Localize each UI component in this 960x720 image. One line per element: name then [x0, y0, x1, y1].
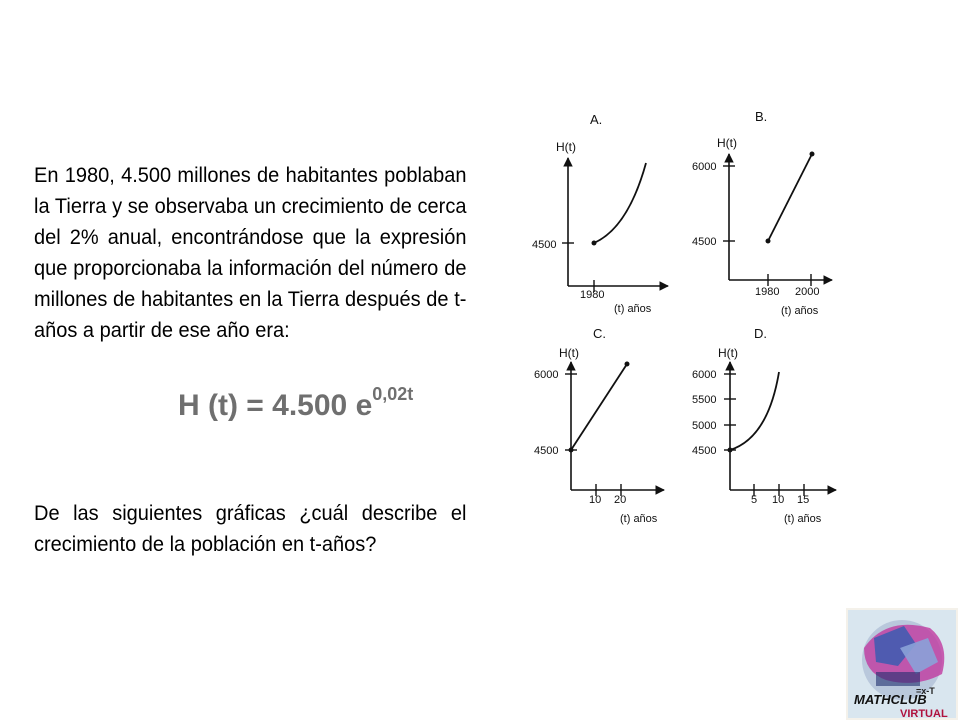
- graph-c-y-tick-label-4500: 4500: [534, 445, 559, 457]
- graph-c-y-tick-label-6000: 6000: [534, 369, 559, 381]
- formula-base: H (t) = 4.500 e: [178, 389, 373, 422]
- graph-b-point-2000: [810, 152, 815, 157]
- mathclub-logo-icon: [846, 608, 958, 720]
- graph-b-y-tick-label-6000: 6000: [692, 161, 717, 173]
- graph-b-point-1980: [766, 239, 771, 244]
- graph-b-title: B.: [755, 109, 768, 124]
- graph-d-start-point: [728, 448, 733, 453]
- graph-d-y-tick-label-6000: 6000: [692, 369, 717, 381]
- problem-statement: En 1980, 4.500 millones de habitantes poblaban la Tierra y se observaba un crecimiento de cerca del 2% anual, encontrándose que la expresión que proporcionaba la información del número de millones de habitantes en la Tierra después de t-años a partir de ese año era:: [34, 163, 467, 342]
- graph-a-xlabel: (t) años: [614, 303, 652, 315]
- graph-b-xlabel: (t) años: [781, 305, 819, 317]
- graph-b-x-tick-label-2000: 2000: [795, 286, 820, 298]
- graph-a: [532, 112, 668, 315]
- graph-b: [692, 109, 832, 317]
- graph-a-x-tick-label-1980: 1980: [580, 289, 605, 301]
- graph-c-line: [571, 364, 627, 450]
- graph-c-xlabel: (t) años: [620, 513, 658, 525]
- graph-d-x-tick-label-10: 10: [772, 494, 785, 506]
- graph-d-y-tick-label-4500: 4500: [692, 445, 717, 457]
- logo-sub-text: VIRTUAL: [900, 708, 948, 720]
- graph-b-ylabel: H(t): [717, 136, 737, 150]
- graph-c-point-end: [625, 362, 630, 367]
- graph-b-line: [768, 154, 812, 241]
- graph-a-start-point: [592, 241, 597, 246]
- graph-a-curve: [594, 163, 646, 243]
- graph-b-y-tick-label-4500: 4500: [692, 236, 717, 248]
- graph-d-x-tick-label-5: 5: [751, 494, 758, 506]
- graph-d-curve: [730, 372, 779, 450]
- graph-a-title: A.: [590, 112, 603, 127]
- graph-d-x-tick-label-15: 15: [797, 494, 810, 506]
- logo-formula: =x-T: [916, 686, 935, 696]
- graph-c: [534, 326, 664, 525]
- graph-d-xlabel: (t) años: [784, 513, 822, 525]
- graph-c-x-tick-label-20: 20: [614, 494, 627, 506]
- graph-b-x-tick-label-1980: 1980: [755, 286, 780, 298]
- formula-exponent: 0,02t: [372, 384, 414, 404]
- graph-d: [692, 326, 836, 525]
- graph-c-title: C.: [593, 326, 606, 341]
- graph-a-ylabel: H(t): [556, 140, 576, 154]
- graph-d-y-tick-label-5000: 5000: [692, 420, 717, 432]
- graph-c-ylabel: H(t): [559, 346, 579, 360]
- graph-d-ylabel: H(t): [718, 346, 738, 360]
- mathclub-logo: [846, 608, 958, 720]
- graph-d-y-tick-label-5500: 5500: [692, 394, 717, 406]
- graph-c-x-tick-label-10: 10: [589, 494, 602, 506]
- question: De las siguientes gráficas ¿cuál describe el crecimiento de la población en t-años?: [34, 501, 467, 556]
- graph-c-point-start: [569, 448, 574, 453]
- graph-d-title: D.: [754, 326, 767, 341]
- logo-main-text: MATHCLUB: [854, 692, 927, 707]
- graph-a-y-tick-label-4500: 4500: [532, 239, 557, 251]
